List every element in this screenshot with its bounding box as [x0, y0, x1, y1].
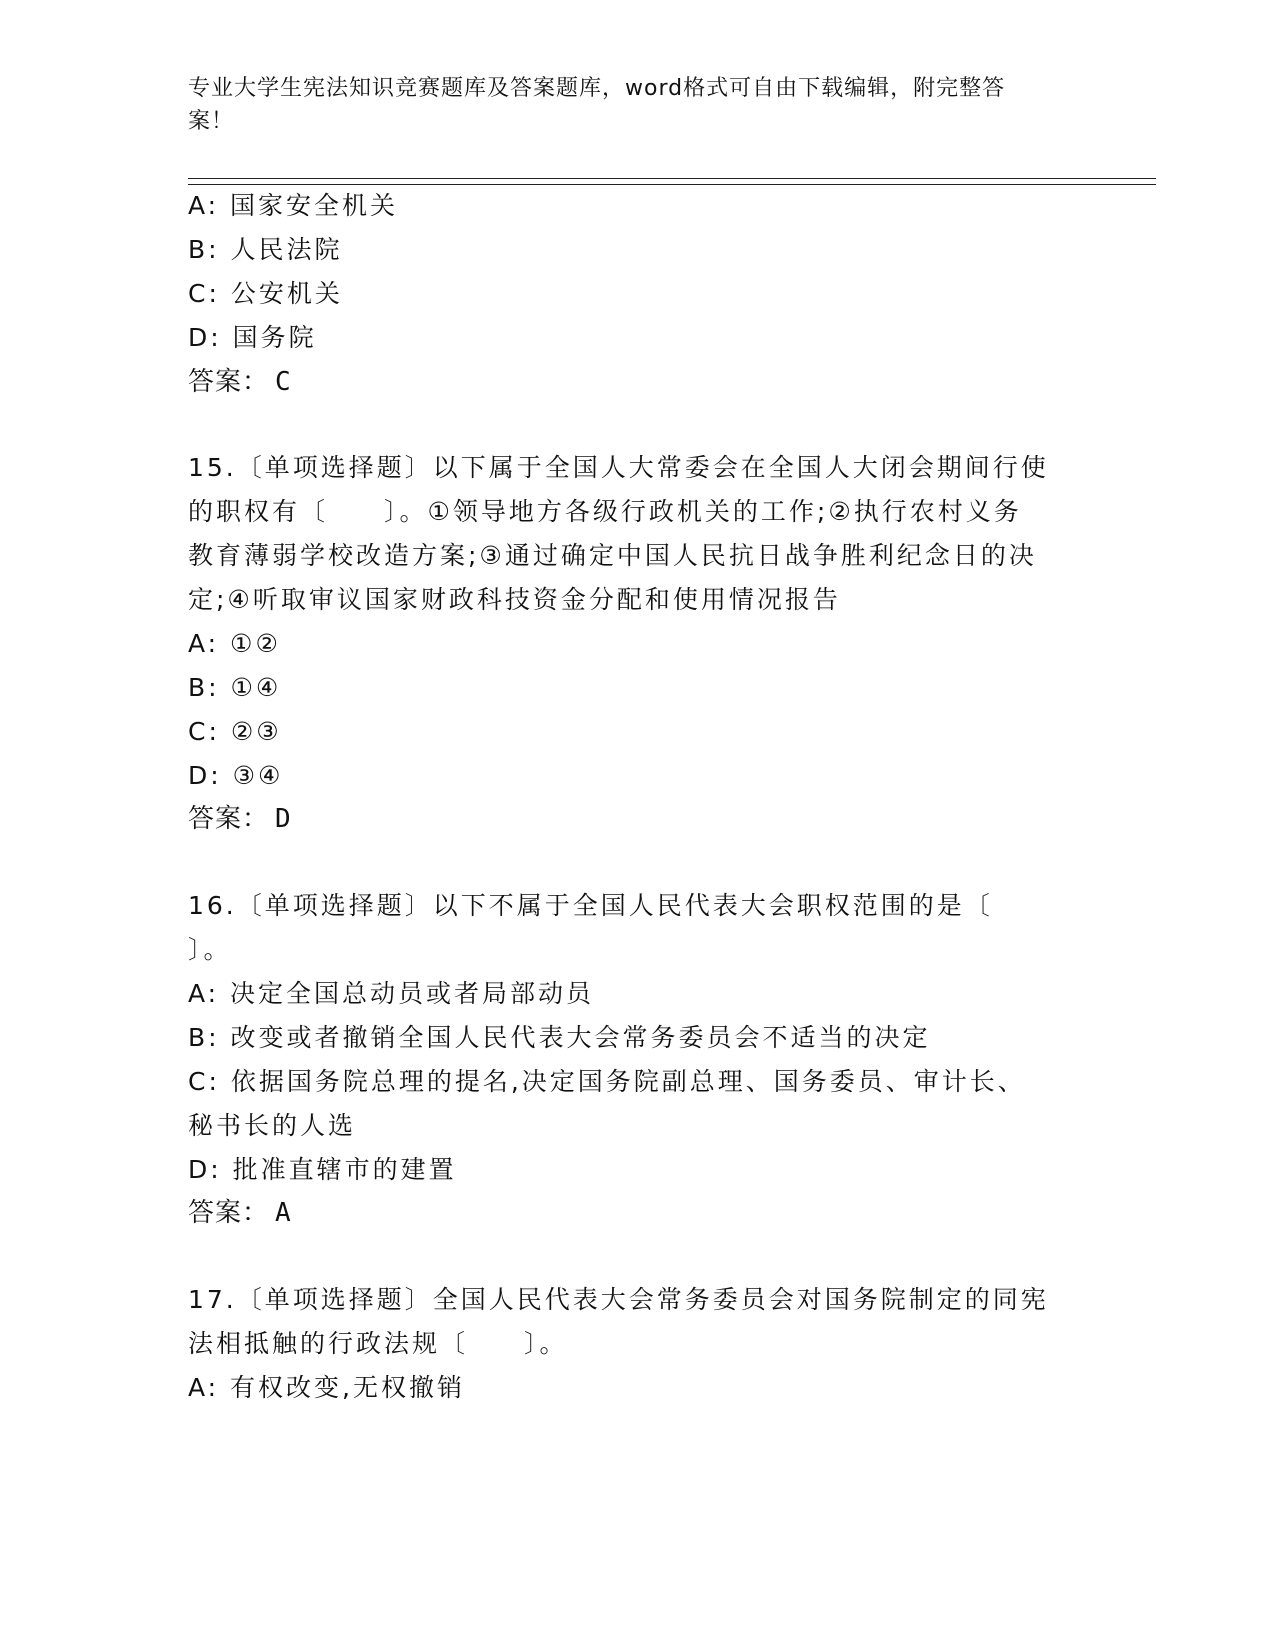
question-text: 教育薄弱学校改造方案;③通过确定中国人民抗日战争胜利纪念日的决 — [188, 541, 1037, 570]
answer-key: A — [275, 1198, 292, 1228]
header-line-2: 案！ — [188, 109, 235, 134]
option-c: C: ②③ — [188, 717, 282, 746]
answer-label: 答案： — [188, 1198, 270, 1228]
answer-label: 答案： — [188, 804, 270, 834]
question-text: 的职权有〔 〕。①领导地方各级行政机关的工作;②执行农村义务 — [188, 497, 1022, 526]
question-text: 〕。 — [188, 935, 232, 964]
document-header — [188, 72, 1068, 138]
option-a: A: 决定全国总动员或者局部动员 — [188, 979, 595, 1008]
option-a: A: 国家安全机关 — [188, 191, 399, 220]
header-divider-top — [188, 178, 1156, 179]
header-line-1: 专业大学生宪法知识竞赛题库及答案题库，word格式可自由下载编辑，附完整答 — [188, 76, 1006, 101]
answer — [188, 359, 292, 405]
option-c: C: 公安机关 — [188, 279, 343, 308]
answer-label: 答案： — [188, 367, 270, 397]
option-d: D: 批准直辖市的建置 — [188, 1155, 457, 1184]
question-text: 定;④听取审议国家财政科技资金分配和使用情况报告 — [188, 585, 841, 614]
question-text: 15.〔单项选择题〕以下属于全国人大常委会在全国人大闭会期间行使 — [188, 453, 1049, 482]
answer-key: D — [275, 804, 292, 834]
option-d: D: 国务院 — [188, 323, 317, 352]
answer-key: C — [275, 367, 292, 397]
option-b: B: 人民法院 — [188, 235, 343, 264]
option-b: B: 改变或者撤销全国人民代表大会常务委员会不适当的决定 — [188, 1023, 931, 1052]
option-b: B: ①④ — [188, 673, 282, 702]
answer — [188, 796, 292, 842]
option-a: A: 有权改变,无权撤销 — [188, 1373, 465, 1402]
option-c: C: 依据国务院总理的提名,决定国务院副总理、国务委员、审计长、 — [188, 1067, 1026, 1096]
option-a: A: ①② — [188, 629, 281, 658]
answer — [188, 1190, 292, 1236]
option-d: D: ③④ — [188, 761, 284, 790]
option-c-continued: 秘书长的人选 — [188, 1111, 357, 1140]
question-text: 16.〔单项选择题〕以下不属于全国人民代表大会职权范围的是〔 — [188, 891, 993, 920]
question-text: 17.〔单项选择题〕全国人民代表大会常务委员会对国务院制定的同宪 — [188, 1285, 1049, 1314]
question-text: 法相抵触的行政法规〔 〕。 — [188, 1329, 568, 1358]
